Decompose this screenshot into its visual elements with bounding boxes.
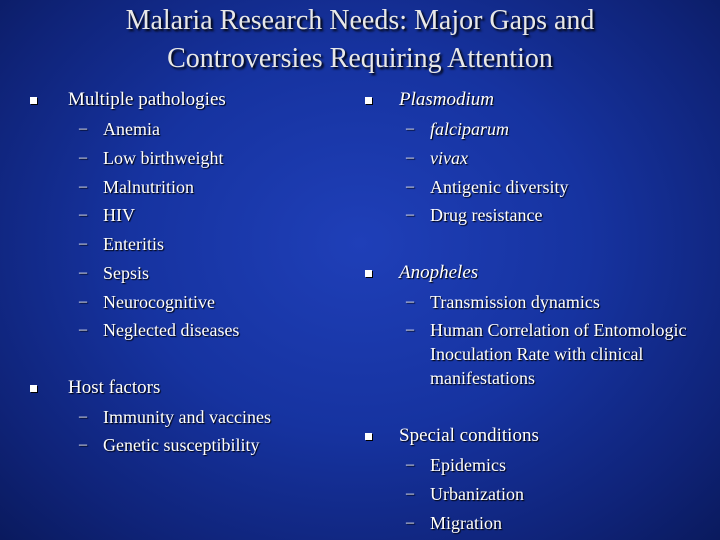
sub-item: Neurocognitive: [103, 292, 215, 312]
title-line-2: Controversies Requiring Attention: [167, 43, 553, 74]
dash-icon: –: [79, 264, 87, 281]
dash-icon: –: [406, 293, 414, 310]
bullet-special-conditions: Special conditions: [399, 425, 539, 446]
sub-item: falciparum: [430, 119, 509, 139]
dash-icon: –: [406, 206, 414, 223]
dash-icon: –: [406, 456, 414, 473]
dash-icon: –: [79, 436, 87, 453]
dash-icon: –: [406, 120, 414, 137]
square-bullet-icon: [365, 270, 372, 277]
sub-item: Enteritis: [103, 234, 164, 254]
sub-item: Sepsis: [103, 263, 150, 283]
dash-icon: –: [79, 321, 87, 338]
dash-icon: –: [79, 235, 87, 252]
dash-icon: –: [79, 149, 87, 166]
dash-icon: –: [79, 178, 87, 195]
dash-icon: –: [406, 514, 414, 531]
square-bullet-icon: [365, 433, 372, 440]
bullet-host-factors: Host factors: [68, 377, 161, 398]
sub-item: Immunity and vaccines: [103, 407, 271, 427]
sub-item: Genetic susceptibility: [103, 435, 260, 455]
sub-item: Malnutrition: [103, 177, 194, 197]
dash-icon: –: [406, 149, 414, 166]
sub-item: Antigenic diversity: [430, 177, 569, 197]
dash-icon: –: [406, 485, 414, 502]
sub-item: HIV: [103, 205, 135, 225]
dash-icon: –: [79, 293, 87, 310]
sub-item: Migration: [430, 513, 502, 533]
bullet-plasmodium: Plasmodium: [399, 89, 494, 110]
sub-item: Low birthweight: [103, 148, 224, 168]
square-bullet-icon: [30, 97, 37, 104]
sub-item: Transmission dynamics: [430, 292, 600, 312]
slide-title: [0, 2, 720, 78]
square-bullet-icon: [30, 385, 37, 392]
title-line-1: Malaria Research Needs: Major Gaps and: [125, 5, 595, 36]
square-bullet-icon: [365, 97, 372, 104]
dash-icon: –: [406, 321, 414, 338]
sub-item: vivax: [430, 148, 468, 168]
sub-item: Anemia: [103, 119, 160, 139]
dash-icon: –: [406, 178, 414, 195]
dash-icon: –: [79, 408, 87, 425]
dash-icon: –: [79, 120, 87, 137]
sub-item: Epidemics: [430, 455, 506, 475]
bullet-anopheles: Anopheles: [399, 262, 479, 283]
bullet-multiple-pathologies: Multiple pathologies: [68, 89, 226, 110]
sub-item: Human Correlation of Entomologic Inoculation Rate with clinical manifestations: [430, 320, 687, 388]
sub-item: Drug resistance: [430, 205, 543, 225]
sub-item: Urbanization: [430, 484, 524, 504]
dash-icon: –: [79, 206, 87, 223]
sub-item: Neglected diseases: [103, 320, 240, 340]
